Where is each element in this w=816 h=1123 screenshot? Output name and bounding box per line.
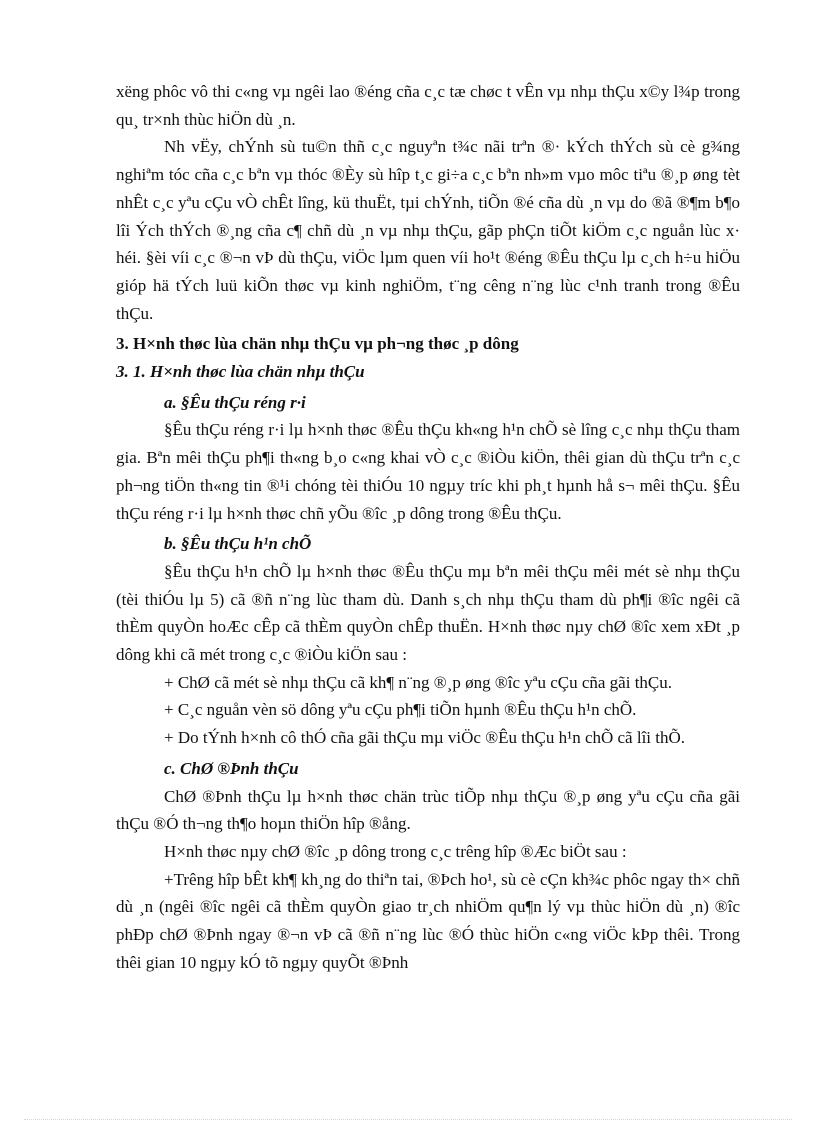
heading-limited-bidding: b. §Êu thÇu h¹n chÕ [164, 534, 312, 554]
paragraph-open-bidding: §Êu thÇu réng r·i lµ h×nh thøc ®Êu thÇu kh«ng h¹n chÕ sè lîng c¸c nhµ thÇu tham gia. Bªn mêi thÇu ph¶i th«ng b¸o c«ng khai vÒ c¸c ®iÒu kiÖn, thêi gian dù thÇu trªn c¸c ph¬ng tiÖn th«ng tin ®¹i chóng tèi thiÓu 10 ngµy tríc khi ph¸t hµnh hå s¬ mêi thÇu. §Êu thÇu réng r·i lµ h×nh thøc chñ yÕu ®îc ¸p dông trong ®Êu thÇu. [116, 420, 740, 523]
paragraph-limited-bidding: §Êu thÇu h¹n chÕ lµ h×nh thøc ®Êu thÇu mµ bªn mêi thÇu mêi mét sè nhµ thÇu (tèi thiÓu lµ 5) cã ®ñ n¨ng lùc tham dù. Danh s¸ch nhµ thÇu tham dù ph¶i ®îc ngêi cã thÈm quyÒn hoÆc cÊp cã thÈm quyÒn chÊp thuËn. H×nh thøc nµy chØ ®îc xem xÐt ¸p dông khi cã mét trong c¸c ®iÒu kiÖn sau : [116, 561, 740, 665]
paragraph-principles: Nh vËy, chÝnh sù tu©n thñ c¸c nguyªn t¾c nãi trªn ®· kÝch thÝch sù cè g¾ng nghiªm tóc cña c¸c bªn vµ thóc ®Èy sù hîp t¸c gi÷a c¸c bªn nh»m vµo môc tiªu ®¸p øng tèt nhÊt c¸c yªu cÇu vÒ chÊt lîng, kü thuËt, tµi chÝnh, tiÕn ®é cña dù ¸n vµ do ®ã ®¶m b¶o lîi Ých thÝch ®¸ng cña c¶ chñ dù ¸n vµ nhµ thÇu, gãp phÇn tiÕt kiÖm c¸c nguån lùc x· héi. §èi víi c¸c ®¬n vÞ dù thÇu, viÖc lµm quen víi ho¹t ®éng ®Êu thÇu lµ c¸ch h÷u hiÖu gióp hä tÝch luü kiÕn thøc vµ kinh nghiÖm, t¨ng cêng n¨ng lùc c¹nh tranh trong ®Êu thÇu. [116, 137, 740, 323]
list-item: + ChØ cã mét sè nhµ thÇu cã kh¶ n¨ng ®¸p øng ®îc yªu cÇu cña gãi thÇu. [164, 672, 673, 692]
paragraph-force-majeure: +Trêng hîp bÊt kh¶ kh¸ng do thiªn tai, ®Þch ho¹, sù cè cÇn kh¾c phôc ngay th× chñ dù ¸n (ngêi ®îc ngêi cã thÈm quyÒn giao tr¸ch nhiÖm qu¶n lý vµ thùc hiÖn dù ¸n) ®îc phÐp chØ ®Þnh ngay ®¬n vÞ cã ®ñ n¨ng lùc ®Ó thùc hiÖn c«ng viÖc kÞp thêi. Trong thêi gian 10 ngµy kÓ tõ ngµy quyÕt ®Þnh [116, 869, 740, 972]
paragraph-direct-appointment: ChØ ®Þnh thÇu lµ h×nh thøc chän trùc tiÕp nhµ thÇu ®¸p øng yªu cÇu cña gãi thÇu ®Ó th¬ng th¶o hoµn thiÖn hîp ®ång. [116, 786, 740, 834]
list-item: + Do tÝnh h×nh cô thÓ cña gãi thÇu mµ viÖc ®Êu thÇu h¹n chÕ cã lîi thÕ. [164, 728, 686, 748]
list-item: + C¸c nguån vèn sö dông yªu cÇu ph¶i tiÕn hµnh ®Êu thÇu h¹n chÕ. [164, 700, 637, 720]
heading-direct-appointment: c. ChØ ®Þnh thÇu [164, 758, 299, 778]
paragraph-special-cases: H×nh thøc nµy chØ ®îc ¸p dông trong c¸c trêng hîp ®Æc biÖt sau : [164, 841, 627, 861]
document-page [116, 78, 740, 977]
subsection-heading: 3. 1. H×nh thøc lùa chän nhµ thÇu [116, 362, 365, 382]
paragraph-continuation: xëng phôc vô thi c«ng vµ ngêi lao ®éng cña c¸c tæ chøc t vÊn vµ nhµ thÇu x©y l¾p trong qu¸ tr×nh thùc hiÖn dù ¸n. [116, 82, 740, 129]
heading-open-bidding: a. §Êu thÇu réng r·i [164, 392, 306, 412]
section-heading: 3. H×nh thøc lùa chän nhµ thÇu vµ ph¬ng thøc ¸p dông [116, 334, 519, 354]
page-bottom-divider [24, 1119, 792, 1120]
